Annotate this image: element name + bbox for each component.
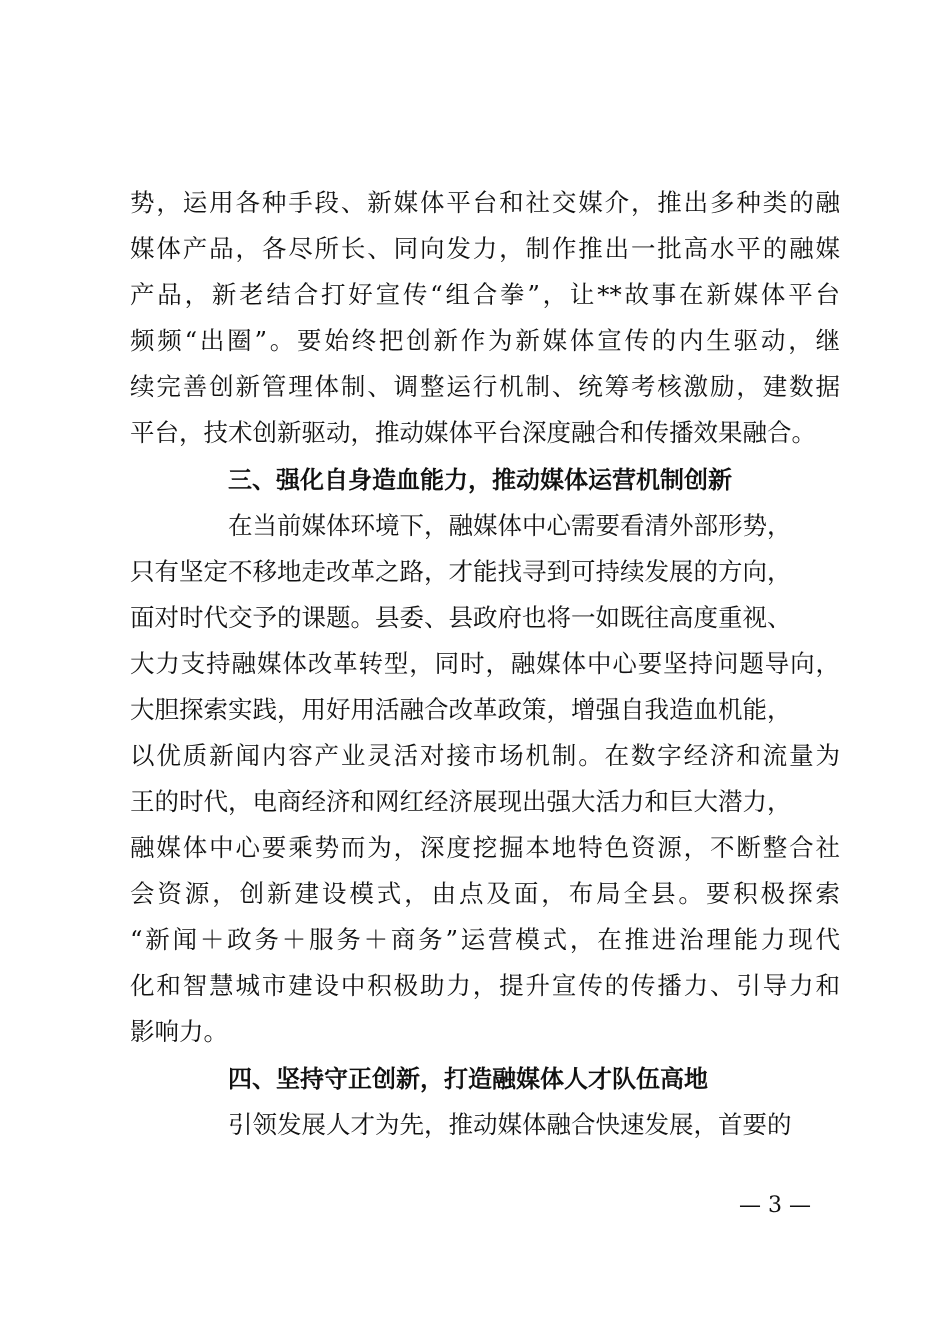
paragraph2-line-5: 大胆探索实践，用好用活融合改革政策，增强自我造血机能，: [130, 695, 792, 724]
paragraph2-line-10: “新闻＋政务＋服务＋商务”运营模式，在推进治理能力现代: [130, 925, 840, 954]
paragraph1-line-5: 续完善创新管理体制、调整运行机制、统筹考核激励，建数据: [130, 372, 840, 401]
paragraph2-line-8: 融媒体中心要乘势而为，深度挖掘本地特色资源，不断整合社: [130, 833, 840, 862]
paragraph1-line-6: 平台，技术创新驱动，推动媒体平台深度融合和传播效果融合。: [130, 418, 816, 447]
paragraph2-line-7: 王的时代，电商经济和网红经济展现出强大活力和巨大潜力，: [130, 787, 792, 816]
paragraph3-line-1: 引领发展人才为先，推动媒体融合快速发展，首要的: [228, 1110, 792, 1139]
paragraph1-line-2: 媒体产品，各尽所长、同向发力，制作推出一批高水平的融媒: [130, 234, 840, 263]
section-heading-3: 三、强化自身造血能力，推动媒体运营机制创新: [228, 466, 732, 494]
paragraph1-line-4: 频频“出圈”。要始终把创新作为新媒体宣传的内生驱动，继: [130, 326, 840, 355]
paragraph2-line-3: 面对时代交予的课题。县委、县政府也将一如既往高度重视、: [130, 603, 792, 632]
paragraph2-line-2: 只有坚定不移地走改革之路，才能找寻到可持续发展的方向，: [130, 557, 792, 586]
paragraph2-line-11: 化和智慧城市建设中积极助力，提升宣传的传播力、引导力和: [130, 971, 840, 1000]
paragraph2-line-9: 会资源，创新建设模式，由点及面，布局全县。要积极探索: [130, 879, 840, 908]
paragraph2-line-1: 在当前媒体环境下，融媒体中心需要看清外部形势，: [228, 511, 792, 540]
section-heading-4: 四、坚持守正创新，打造融媒体人才队伍高地: [228, 1065, 708, 1093]
paragraph2-line-6: 以优质新闻内容产业灵活对接市场机制。在数字经济和流量为: [130, 741, 840, 770]
paragraph2-line-4: 大力支持融媒体改革转型，同时，融媒体中心要坚持问题导向，: [130, 649, 840, 678]
paragraph2-line-12: 影响力。: [130, 1017, 228, 1046]
paragraph1-line-3: 产品，新老结合打好宣传“组合拳”，让**故事在新媒体平台: [130, 280, 840, 309]
paragraph1-line-1: 势，运用各种手段、新媒体平台和社交媒介，推出多种类的融: [130, 188, 840, 217]
page-number: — 3 —: [739, 1193, 811, 1218]
